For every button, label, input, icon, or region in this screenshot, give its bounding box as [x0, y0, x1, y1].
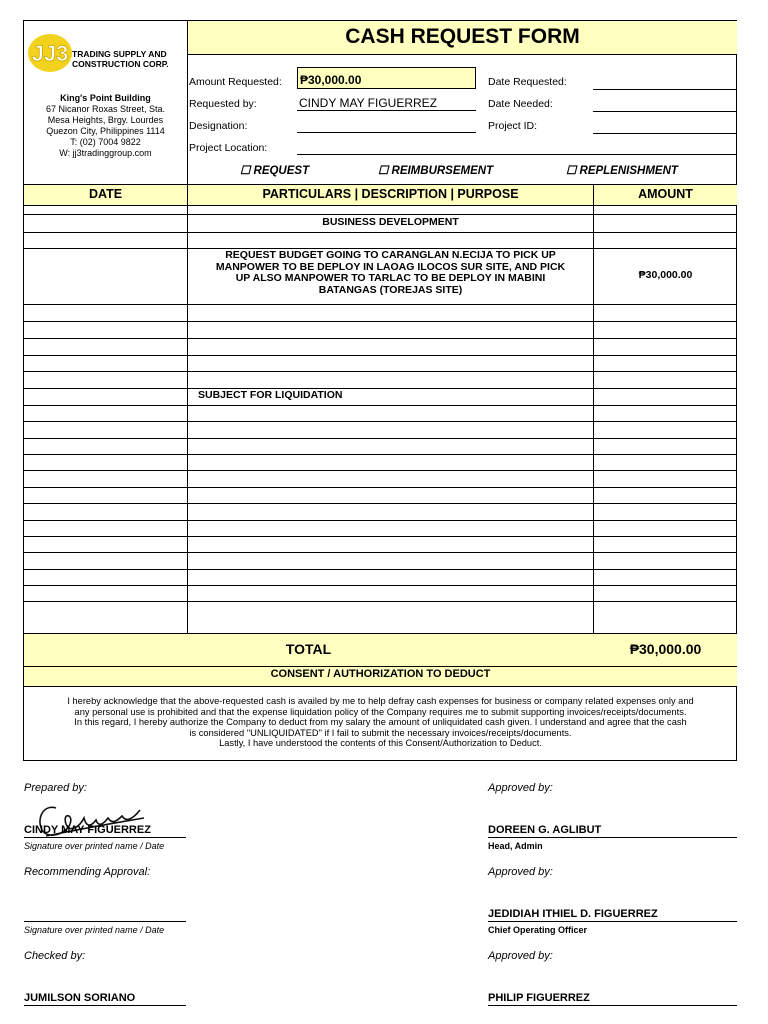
date-requested-label: Date Requested:	[488, 76, 567, 88]
table-row-line	[24, 388, 737, 389]
amount-requested-value: ₱30,000.00	[300, 73, 362, 87]
requested-by-value: CINDY MAY FIGUERREZ	[299, 96, 438, 110]
checkbox-icon[interactable]: ☐	[566, 165, 577, 177]
consent-title: CONSENT / AUTHORIZATION TO DEDUCT	[270, 668, 491, 680]
table-row-line	[24, 405, 737, 406]
table-row-line	[24, 454, 737, 455]
prepared-by-label: Prepared by:	[24, 782, 87, 794]
approver1-name: DOREEN G. AGLIBUT	[488, 824, 602, 836]
approver2-signature-line[interactable]	[488, 921, 737, 922]
checked-by-signature-line[interactable]	[24, 1005, 186, 1006]
table-row-line	[24, 503, 737, 504]
table-row-line	[24, 214, 737, 215]
page-title: CASH REQUEST FORM	[345, 25, 580, 48]
svg-text:JJ3: JJ3	[31, 41, 69, 66]
amount-requested-label: Amount Requested:	[189, 76, 282, 88]
project-location-field[interactable]	[297, 139, 737, 155]
table-row-line	[24, 321, 737, 322]
particulars-column-header: PARTICULARS | DESCRIPTION | PURPOSE	[262, 187, 519, 201]
total-value: ₱30,000.00	[629, 641, 702, 657]
table-row-line	[24, 585, 737, 586]
subject-for-liquidation-text: SUBJECT FOR LIQUIDATION	[198, 389, 343, 401]
company-address: King's Point Building 67 Nicanor Roxas Street, Sta. Mesa Heights, Brgy. Lourdes Quezon City, Philippines 1114 T: (02) 7004 9822 W: jj3tradinggroup.com	[45, 93, 166, 158]
signature-caption: Signature over printed name / Date	[24, 925, 165, 935]
company-name: TRADING SUPPLY AND CONSTRUCTION CORP.	[72, 49, 169, 69]
cash-request-form	[23, 20, 737, 761]
approved-by-label: Approved by:	[488, 782, 553, 794]
checked-by-label: Checked by:	[24, 950, 86, 962]
requested-by-label: Requested by:	[189, 98, 257, 110]
approver2-name: JEDIDIAH ITHIEL D. FIGUERREZ	[488, 908, 658, 920]
business-development-text: BUSINESS DEVELOPMENT	[322, 216, 459, 228]
table-row-line	[24, 338, 737, 339]
approved-by-label: Approved by:	[488, 866, 553, 878]
table-row-line	[24, 487, 737, 488]
recommending-approval-label: Recommending Approval:	[24, 866, 151, 878]
total-label: TOTAL	[285, 641, 332, 657]
signature-caption: Signature over printed name / Date	[24, 841, 165, 851]
table-row-line	[24, 552, 737, 553]
checkbox-icon[interactable]: ☐	[240, 165, 251, 177]
approver2-title: Chief Operating Officer	[488, 925, 588, 935]
designation-label: Designation:	[189, 120, 248, 132]
replenishment-option[interactable]: ☐ REPLENISHMENT	[566, 165, 678, 177]
reimbursement-option[interactable]: ☐ REIMBURSEMENT	[378, 165, 494, 177]
approver3-signature-line[interactable]	[488, 1005, 737, 1006]
table-row-line	[24, 520, 737, 521]
project-location-label: Project Location:	[189, 142, 268, 154]
company-logo	[26, 32, 74, 79]
signature-image	[26, 796, 150, 846]
jj3-logo-icon	[26, 32, 74, 74]
table-row-line	[24, 569, 737, 570]
consent-text: I hereby acknowledge that the above-requested cash is availed by me to help defray cash expenses for business or company related expenses only and any personal use is prohibited and that the expense liquidation policy of the Company requires me to submit supporting invoices/receipts/documents. In this regard, I hereby authorize the Company to deduct from my salary the amount of unliquidated cash given. I understand and agree that the cash is considered "UNLIQUIDATED" if I fail to submit the necessary invoices/receipts/documents. Lastly, I have understood the contents of this Consent/Authorization to Deduct.	[67, 696, 694, 749]
amount-column-header: AMOUNT	[638, 187, 693, 201]
designation-field[interactable]	[297, 117, 476, 133]
approver3-name: PHILIP FIGUERREZ	[488, 992, 590, 1004]
date-requested-field[interactable]	[593, 73, 737, 90]
description-text: REQUEST BUDGET GOING TO CARANGLAN N.ECIJA TO PICK UP MANPOWER TO BE DEPLOY IN LAOAG ILOCOS SUR SITE, AND PICK UP ALSO MANPOWER TO TARLAC TO BE DEPLOY IN MABINI BATANGAS (TOREJAS SITE)	[215, 249, 566, 296]
date-needed-field[interactable]	[593, 95, 737, 112]
project-id-label: Project ID:	[488, 120, 538, 132]
table-row-line	[24, 470, 737, 471]
table-row-line	[24, 232, 737, 233]
project-id-field[interactable]	[593, 117, 737, 134]
approved-by-label: Approved by:	[488, 950, 553, 962]
recommending-signature-line[interactable]	[24, 921, 186, 922]
approver1-title: Head, Admin	[488, 841, 543, 851]
checked-by-name: JUMILSON SORIANO	[24, 992, 136, 1004]
row-amount: ₱30,000.00	[638, 269, 693, 281]
date-column-header: DATE	[88, 187, 123, 201]
table-row-line	[24, 304, 737, 305]
table-row-line	[24, 355, 737, 356]
request-option[interactable]: ☐ REQUEST	[240, 165, 310, 177]
table-row-line	[24, 438, 737, 439]
date-needed-label: Date Needed:	[488, 98, 553, 110]
table-row-line	[24, 371, 737, 372]
checkbox-icon[interactable]: ☐	[378, 165, 389, 177]
prepared-by-signature-line[interactable]	[24, 837, 186, 838]
table-row-line	[24, 601, 737, 602]
table-row-line	[24, 536, 737, 537]
prepared-by-name: CINDY MAY FIGUERREZ	[24, 824, 151, 836]
table-row-line	[24, 421, 737, 422]
approver1-signature-line[interactable]	[488, 837, 737, 838]
